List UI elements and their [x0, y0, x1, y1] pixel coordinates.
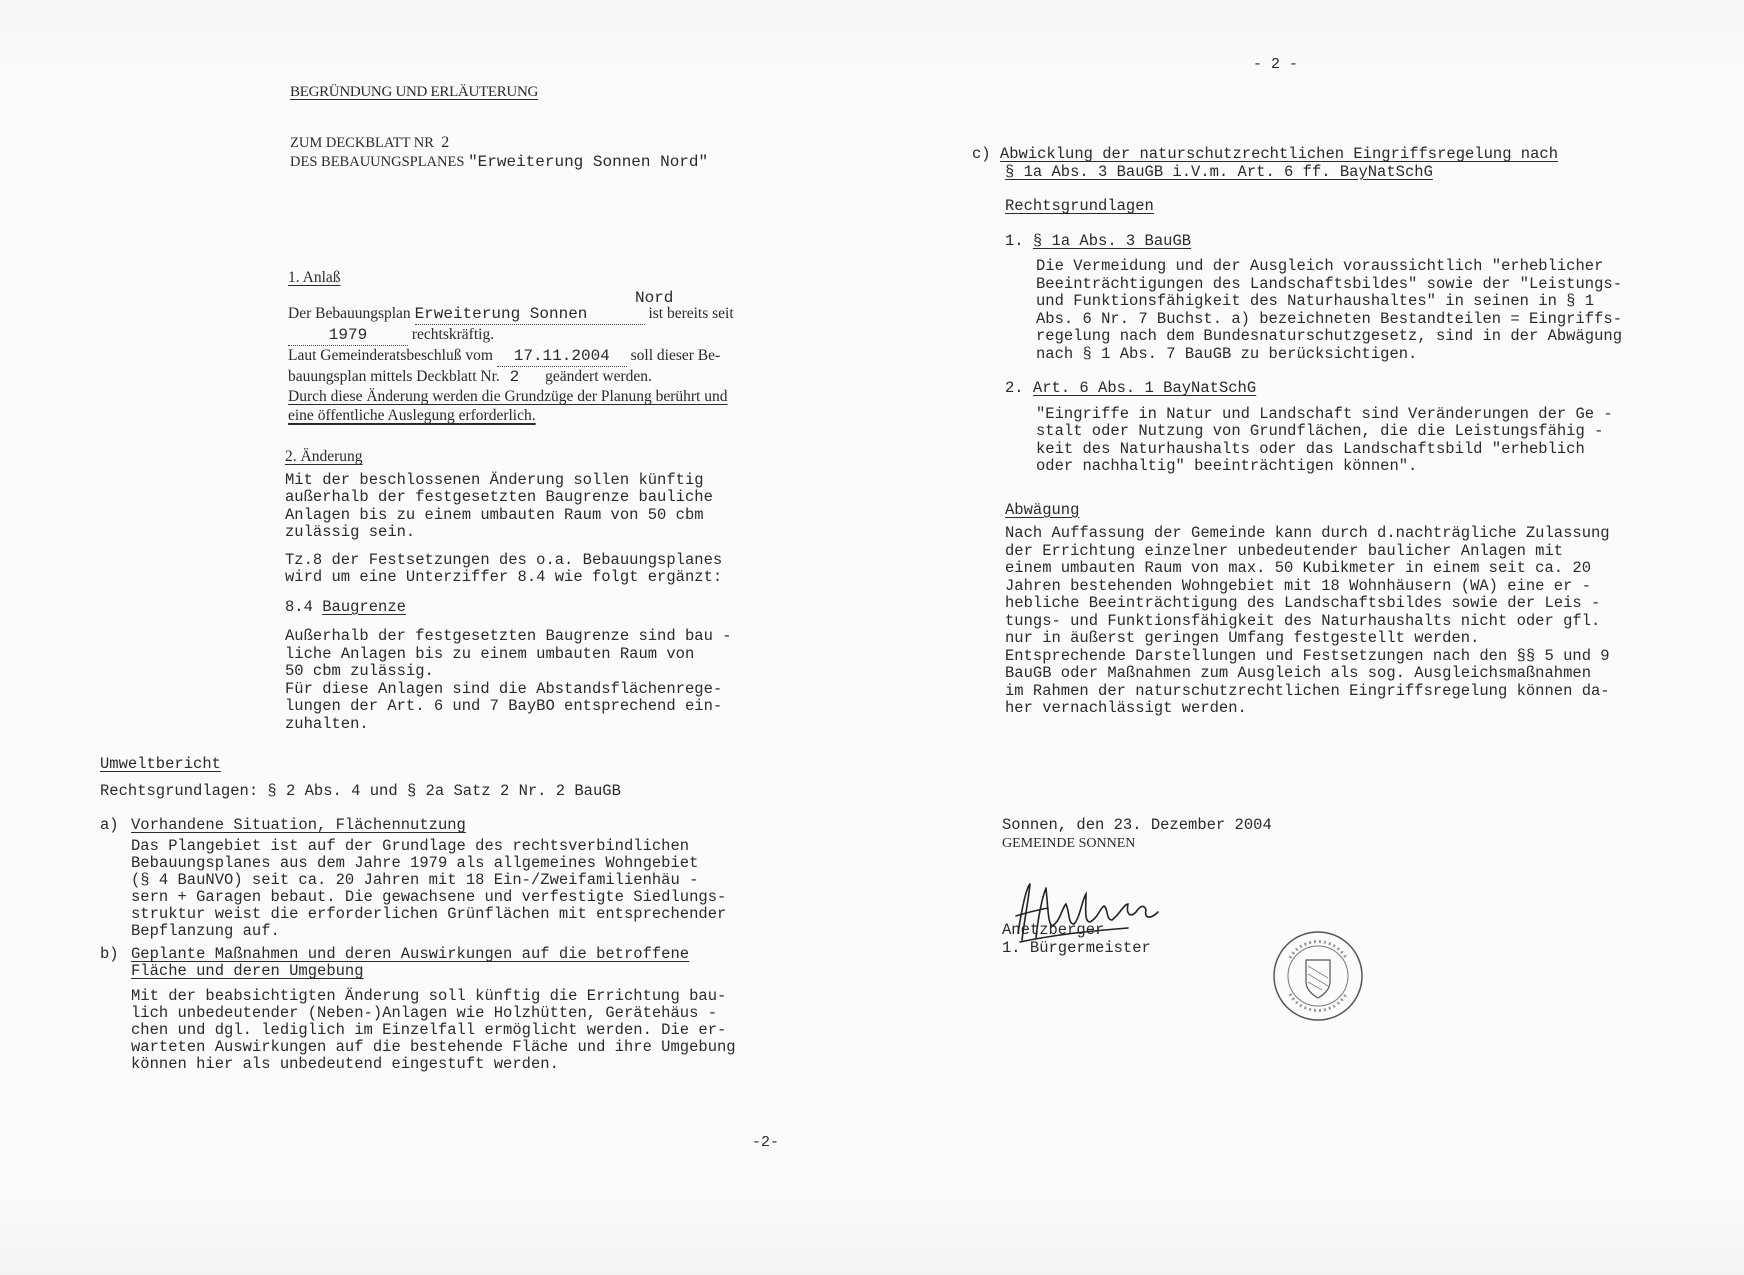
text-line: tungs- und Funktionsfähigkeit des Naturhaushalts nicht oder gfl.	[1005, 611, 1601, 630]
signer-name: Anetzberger	[1002, 921, 1105, 939]
text-line: und Funktionsfähigkeit des Naturhaushaltes" in seinen in § 1	[1036, 292, 1595, 310]
text-line: keit des Naturhaushalts oder das Landschaftsbild "erheblich	[1036, 439, 1585, 458]
r2-text	[1036, 406, 1732, 476]
anlass-l4-suffix: geändert werden.	[545, 368, 652, 385]
text-line: lungen der Art. 6 und 7 BayBO entsprechend ein-	[285, 697, 723, 715]
item-title: Art. 6 Abs. 1 BayNatSchG	[1032, 379, 1257, 397]
r1-text	[1036, 258, 1732, 363]
text-line: Jahren bestehenden Wohngebiet mit 18 Wohnhäusern (WA) eine er -	[1005, 576, 1591, 595]
text-line: zulässig sein.	[285, 523, 416, 541]
text-line: BauGB oder Maßnahmen zum Ausgleich als sog. Ausgleichsmaßnahmen	[1005, 664, 1591, 682]
text-line: Bebauungsplanes aus dem Jahre 1979 als allgemeines Wohngebiet	[131, 854, 699, 872]
umwelt-heading: Umweltbericht	[100, 755, 221, 773]
text-line: her vernachlässigt werden.	[1005, 699, 1247, 717]
abwaegung-heading: Abwägung	[1005, 500, 1080, 519]
text-line: außerhalb der festgesetzten Baugrenze bauliche	[285, 488, 713, 506]
sub-title: Baugrenze	[322, 597, 406, 616]
anlass-l4-prefix: bauungsplan mittels Deckblatt Nr.	[288, 368, 500, 385]
plan-prefix: DES BEBAUUNGSPLANES	[290, 154, 465, 170]
text-line: regelung nach dem Bundesnaturschutzgesetz, sind in der Abwägung	[1036, 327, 1622, 345]
text-line: lich unbedeutender (Neben-)Anlagen wie Holzhütten, Gerätehäus -	[131, 1004, 717, 1022]
text-line: zuhalten.	[285, 714, 369, 733]
plan-name: "Erweiterung Sonnen Nord"	[468, 153, 709, 171]
text-line: Mit der beabsichtigten Änderung soll künftig die Errichtung bau-	[131, 987, 727, 1005]
item-title: § 1a Abs. 3 BauGB i.V.m. Art. 6 ff. BayNatSchG	[1005, 162, 1433, 181]
r1-heading	[1005, 233, 1732, 251]
deckblatt-number: 2	[441, 134, 450, 151]
item-number: 2.	[1005, 379, 1024, 397]
text-line: struktur weist die erforderlichen Grünflächen mit entsprechender	[131, 905, 727, 923]
item-label: c)	[972, 145, 991, 163]
deckblatt-prefix: ZUM DECKBLATT NR	[290, 135, 434, 151]
text-line: Außerhalb der festgesetzten Baugrenze sind bau -	[285, 627, 732, 645]
text-line: Bepflanzung auf.	[131, 922, 280, 940]
text-line: wird um eine Unterziffer 8.4 wie folgt ergänzt:	[285, 568, 723, 586]
c-heading	[972, 146, 1732, 164]
anlass-l1-suffix: ist bereits seit	[648, 305, 734, 322]
anlass-l1-prefix: Der Bebauungsplan	[288, 305, 411, 322]
text-line: 50 cbm zulässig.	[285, 662, 434, 680]
aenderung-heading: 2. Änderung	[285, 448, 363, 465]
anlass-l3-prefix: Laut Gemeinderatsbeschluß vom	[288, 347, 493, 364]
aenderung-sub-heading	[285, 599, 805, 617]
item-title: Geplante Maßnahmen und deren Auswirkungen auf die betroffene	[131, 945, 690, 963]
aenderung-p2	[285, 552, 805, 587]
item-title: Abwicklung der naturschutzrechtlichen Eingriffsregelung nach	[999, 145, 1559, 163]
deckblatt-header	[290, 133, 708, 172]
anlass-l4-hand: 2	[509, 368, 520, 386]
aenderung-p3	[285, 628, 805, 733]
text-line: oder nachhaltig" beeinträchtigen können".	[1036, 457, 1418, 475]
signer-title: 1. Bürgermeister	[1002, 938, 1151, 957]
text-line: Für diese Anlagen sind die Abstandsflächenrege-	[285, 679, 723, 698]
section-anlass	[288, 268, 788, 425]
section-right	[972, 146, 1732, 718]
handwritten-signature	[1008, 878, 1178, 948]
section-aenderung	[285, 448, 805, 733]
text-line: Nach Auffassung der Gemeinde kann durch d.nachträgliche Zulassung	[1005, 524, 1610, 542]
rechtsgrundlagen-heading: Rechtsgrundlagen	[1005, 197, 1154, 215]
item-label: a)	[100, 816, 119, 834]
aenderung-p1	[285, 472, 805, 542]
text-line: Entsprechende Darstellungen und Festsetzungen nach den §§ 5 und 9	[1005, 646, 1610, 665]
text-line: der Errichtung einzelner unbedeutender baulicher Anlagen mit	[1005, 541, 1564, 560]
umwelt-a	[100, 816, 860, 940]
text-line: Abs. 6 Nr. 7 Buchst. a) bezeichneten Bestandteilen = Eingriffs-	[1036, 309, 1622, 328]
abwaegung-text	[1005, 525, 1732, 718]
text-line: können hier als unbedeutend eingestuft werden.	[131, 1055, 559, 1073]
municipal-seal-icon	[1270, 928, 1366, 1024]
item-number: 1.	[1005, 231, 1024, 250]
text-line: Die Vermeidung und der Ausgleich voraussichtlich "erheblicher	[1036, 257, 1604, 275]
section-umweltbericht	[100, 756, 860, 1073]
item-title: Vorhandene Situation, Flächennutzung	[131, 816, 466, 834]
text-line: Das Plangebiet ist auf der Grundlage des rechtsverbindlichen	[131, 837, 690, 855]
text-line: (§ 4 BauNVO) seit ca. 20 Jahren mit 18 Ein-/Zweifamilienhäu -	[131, 871, 699, 889]
text-line: nach § 1 Abs. 7 BauGB zu berücksichtigen.	[1036, 344, 1418, 363]
text-line: chen und dgl. lediglich im Einzelfall ermöglicht werden. Die er-	[131, 1021, 727, 1039]
anlass-l1-hand: Erweiterung Sonnen	[414, 305, 588, 323]
anlass-l3-hand: 17.11.2004	[513, 347, 610, 365]
text-line: warteten Auswirkungen auf die bestehende Fläche und ihre Umgebung	[131, 1038, 736, 1056]
text-line: Beeinträchtigungen des Landschaftsbildes" sowie der "Leistungs-	[1036, 274, 1622, 293]
anlass-hand-nord: Nord	[635, 289, 674, 307]
municipality: GEMEINDE SONNEN	[1002, 835, 1136, 851]
anlass-l5: Durch diese Änderung werden die Grundzüge der Planung berührt und	[288, 388, 728, 405]
place-date: Sonnen, den 23. Dezember 2004	[1002, 816, 1272, 834]
text-line: "Eingriffe in Natur und Landschaft sind Veränderungen der Ge -	[1036, 404, 1613, 423]
anlass-l6: eine öffentliche Auslegung erforderlich.	[288, 407, 536, 424]
anlass-l2-suffix: rechtskräftig.	[411, 326, 495, 343]
text-line: im Rahmen der naturschutzrechtlichen Eingriffsregelung können da-	[1005, 681, 1610, 700]
anlass-heading: 1. Anlaß	[288, 269, 341, 286]
text-line: stalt oder Nutzung von Grundflächen, die die Leistungsfähig -	[1036, 422, 1604, 440]
text-line: einem umbauten Raum von max. 50 Kubikmeter in einem seit ca. 20	[1005, 559, 1591, 577]
text-line: Mit der beschlossenen Änderung sollen künftig	[285, 470, 704, 489]
page-number: - 2 -	[1253, 56, 1299, 73]
sub-number: 8.4	[285, 597, 313, 616]
text-line: sern + Garagen bebaut. Die gewachsene und verfestigte Siedlungs-	[131, 888, 727, 906]
anlass-l2-hand: 1979	[328, 326, 368, 344]
text-line: nur in äußerst geringen Umfang festgestellt werden.	[1005, 629, 1480, 647]
text-line: Anlagen bis zu einem umbauten Raum von 50 cbm	[285, 505, 704, 524]
item-title: Fläche und deren Umgebung	[131, 962, 364, 980]
umwelt-rechtsgrundlagen: Rechtsgrundlagen: § 2 Abs. 4 und § 2a Satz 2 Nr. 2 BauGB	[100, 782, 621, 800]
item-title: § 1a Abs. 3 BauGB	[1032, 231, 1192, 250]
text-line: Tz.8 der Festsetzungen des o.a. Bebauungsplanes	[285, 550, 723, 569]
item-label: b)	[100, 945, 119, 963]
r2-heading	[1005, 380, 1732, 398]
document-title: BEGRÜNDUNG UND ERLÄUTERUNG	[290, 84, 539, 100]
umwelt-b	[100, 945, 860, 1073]
text-line: liche Anlagen bis zu einem umbauten Raum von	[285, 644, 695, 663]
footer-page-number: -2-	[752, 1134, 780, 1151]
anlass-l3-suffix: soll dieser Be-	[630, 347, 721, 364]
text-line: hebliche Beeinträchtigung des Landschaftsbildes sowie der Leis -	[1005, 594, 1601, 612]
